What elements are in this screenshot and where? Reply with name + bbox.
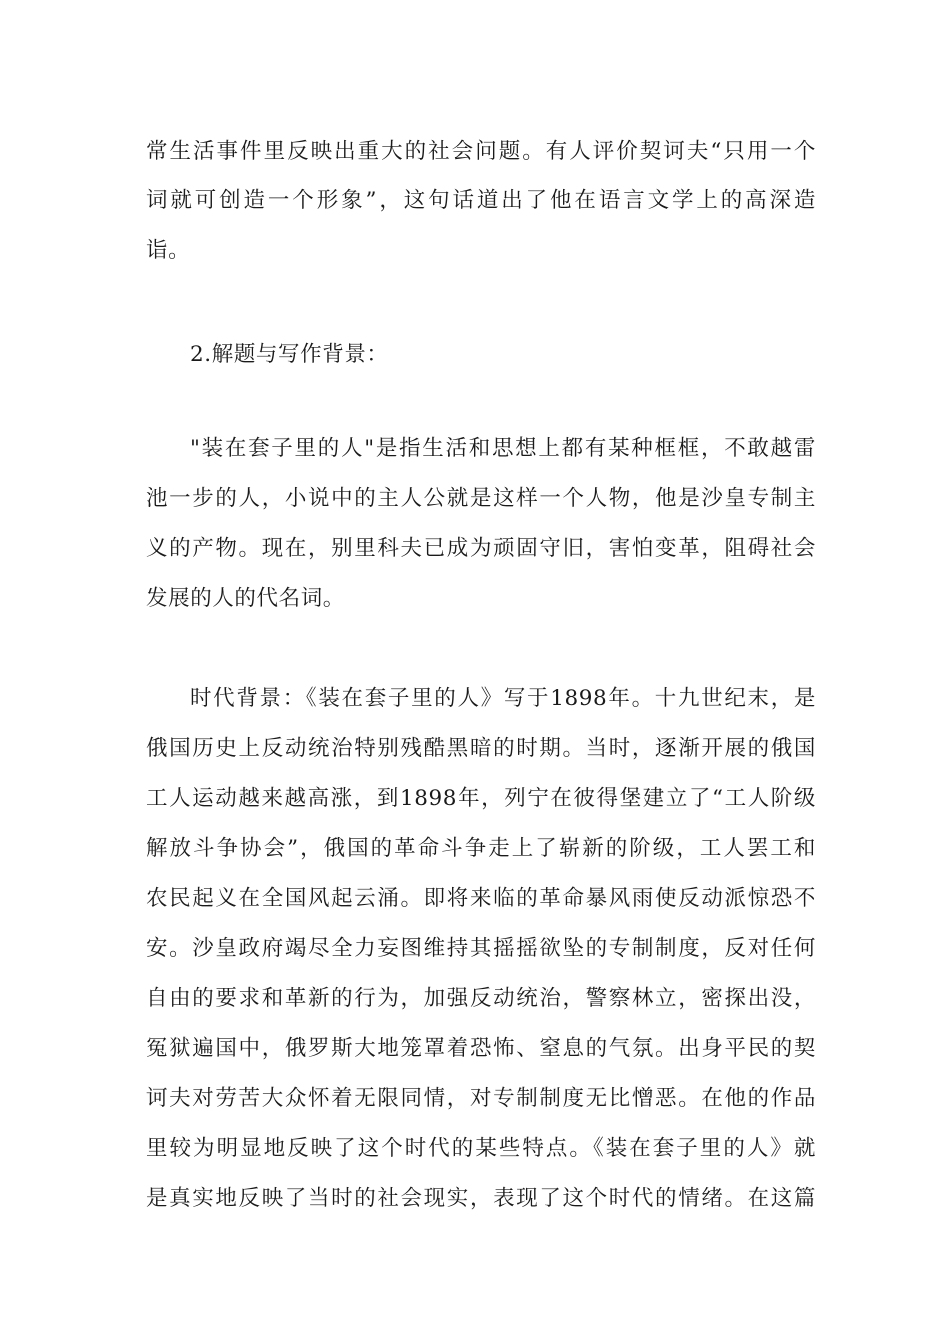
paragraph-4-line-1: 时代背景：《装在套子里的人》写于1898年。十九世纪末，是 bbox=[190, 686, 816, 711]
paragraph-3-line-3: 义的产物。现在，别里科夫已成为顽固守旧，害怕变革，阻碍社会 bbox=[146, 536, 816, 561]
paragraph-4-line-7: 自由的要求和革新的行为，加强反动统治，警察林立，密探出没， bbox=[146, 986, 816, 1011]
paragraph-1-line-2: 词就可创造一个形象”，这句话道出了他在语言文学上的高深造 bbox=[146, 188, 816, 213]
paragraph-4-line-3: 工人运动越来越高涨，到1898年，列宁在彼得堡建立了“工人阶级 bbox=[146, 786, 816, 811]
paragraph-3-line-1: "装在套子里的人"是指生活和思想上都有某种框框，不敢越雷 bbox=[190, 436, 816, 461]
paragraph-4-line-5: 农民起义在全国风起云涌。即将来临的革命暴风雨使反动派惊恐不 bbox=[146, 886, 816, 911]
section-heading: 2.解题与写作背景： bbox=[190, 342, 389, 367]
paragraph-3-line-2: 池一步的人，小说中的主人公就是这样一个人物，他是沙皇专制主 bbox=[146, 486, 816, 511]
paragraph-4-line-2: 俄国历史上反动统治特别残酷黑暗的时期。当时，逐渐开展的俄国 bbox=[146, 736, 816, 761]
paragraph-4-line-4: 解放斗争协会”，俄国的革命斗争走上了崭新的阶级，工人罢工和 bbox=[146, 836, 816, 861]
paragraph-4-line-11: 是真实地反映了当时的社会现实，表现了这个时代的情绪。在这篇 bbox=[146, 1186, 816, 1211]
paragraph-3-line-4: 发展的人的代名词。 bbox=[146, 586, 345, 611]
paragraph-1-line-1: 常生活事件里反映出重大的社会问题。有人评价契诃夫“只用一个 bbox=[146, 139, 816, 164]
paragraph-1-line-3: 诣。 bbox=[146, 238, 191, 263]
paragraph-4-line-9: 诃夫对劳苦大众怀着无限同情，对专制制度无比憎恶。在他的作品 bbox=[146, 1086, 816, 1111]
paragraph-4-line-6: 安。沙皇政府竭尽全力妄图维持其摇摇欲坠的专制制度，反对任何 bbox=[146, 936, 816, 961]
paragraph-4-line-8: 冤狱遍国中，俄罗斯大地笼罩着恐怖、窒息的气氛。出身平民的契 bbox=[146, 1036, 816, 1061]
paragraph-4-line-10: 里较为明显地反映了这个时代的某些特点。《装在套子里的人》就 bbox=[146, 1136, 816, 1161]
